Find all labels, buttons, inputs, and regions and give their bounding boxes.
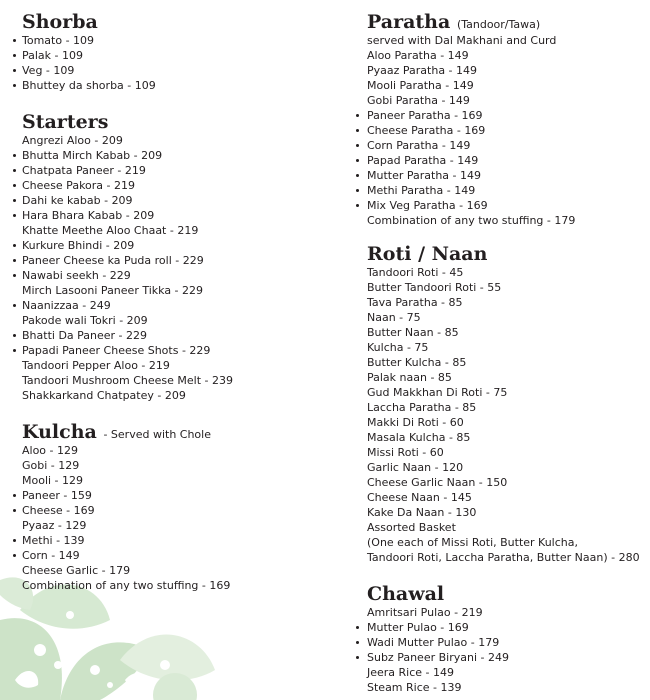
menu-item: Veg - 109 — [0, 63, 330, 78]
kulcha-list — [0, 443, 330, 593]
menu-item: Mutter Pulao - 169 — [355, 620, 650, 635]
roti-naan-title: Roti / Naan — [367, 243, 488, 265]
menu-item: Methi - 139 — [0, 533, 330, 548]
menu-item: Butter Kulcha - 85 — [367, 356, 467, 369]
paratha-note: served with Dal Makhani and Curd — [367, 34, 557, 47]
chawal-section — [355, 583, 650, 695]
menu-item: (One each of Missi Roti, Butter Kulcha, — [367, 536, 578, 549]
menu-item: Corn Paratha - 149 — [355, 138, 650, 153]
menu-item: Gud Makkhan Di Roti - 75 — [367, 386, 508, 399]
starters-section — [0, 111, 330, 403]
menu-item: Laccha Paratha - 85 — [367, 401, 477, 414]
menu-item: Gobi - 129 — [22, 459, 80, 472]
menu-item: Tava Paratha - 85 — [367, 296, 463, 309]
menu-item: Aloo Paratha - 149 — [367, 49, 469, 62]
menu-item: Amritsari Pulao - 219 — [367, 606, 483, 619]
menu-item: Tomato - 109 — [0, 33, 330, 48]
paratha-subtitle: (Tandoor/Tawa) — [456, 18, 541, 31]
menu-item: Jeera Rice - 149 — [367, 666, 455, 679]
menu-item: Khatte Meethe Aloo Chaat - 219 — [22, 224, 199, 237]
menu-item: Cheese Garlic Naan - 150 — [367, 476, 508, 489]
roti-naan-section — [355, 243, 650, 565]
menu-item: Nawabi seekh - 229 — [0, 268, 330, 283]
menu-item: Tandoori Roti, Laccha Paratha, Butter Naan) - 280 — [367, 551, 640, 564]
menu-item: Mooli Paratha - 149 — [367, 79, 474, 92]
menu-item: Paneer Paratha - 169 — [355, 108, 650, 123]
menu-item: Butter Tandoori Roti - 55 — [367, 281, 502, 294]
kulcha-section — [0, 421, 330, 593]
chawal-title: Chawal — [367, 583, 445, 605]
shorba-section — [0, 11, 330, 93]
menu-item: Naan - 75 — [367, 311, 421, 324]
menu-item: Mirch Lasooni Paneer Tikka - 229 — [22, 284, 204, 297]
menu-item: Kake Da Naan - 130 — [367, 506, 477, 519]
menu-item: Bhatti Da Paneer - 229 — [0, 328, 330, 343]
menu-item: Shakkarkand Chatpatey - 209 — [22, 389, 186, 402]
menu-item: Assorted Basket — [367, 521, 456, 534]
menu-item: Paneer - 159 — [0, 488, 330, 503]
menu-item: Cheese Paratha - 169 — [355, 123, 650, 138]
menu-item: Aloo - 129 — [22, 444, 78, 457]
menu-item: Papad Paratha - 149 — [355, 153, 650, 168]
kulcha-title-text: Kulcha — [22, 421, 97, 443]
menu-item: Cheese - 169 — [0, 503, 330, 518]
kulcha-subtitle: - Served with Chole — [103, 428, 211, 441]
menu-item: Makki Di Roti - 60 — [367, 416, 464, 429]
menu-item: Hara Bhara Kabab - 209 — [0, 208, 330, 223]
paratha-section — [355, 11, 650, 228]
menu-item: Naanizzaa - 249 — [0, 298, 330, 313]
menu-item: Cheese Pakora - 219 — [0, 178, 330, 193]
menu-item: Tandoori Pepper Aloo - 219 — [22, 359, 170, 372]
menu-item: Pyaaz - 129 — [22, 519, 87, 532]
menu-item: Cheese Naan - 145 — [367, 491, 472, 504]
menu-item: Cheese Garlic - 179 — [22, 564, 131, 577]
menu-item: Angrezi Aloo - 209 — [22, 134, 123, 147]
menu-item: Combination of any two stuffing - 179 — [367, 214, 576, 227]
paratha-title — [355, 11, 650, 33]
menu-item: Paneer Cheese ka Puda roll - 229 — [0, 253, 330, 268]
menu-item: Corn - 149 — [0, 548, 330, 563]
menu-item: Papadi Paneer Cheese Shots - 229 — [0, 343, 330, 358]
menu-item: Gobi Paratha - 149 — [367, 94, 470, 107]
menu-item: Bhutta Mirch Kabab - 209 — [0, 148, 330, 163]
menu-item: Wadi Mutter Pulao - 179 — [355, 635, 650, 650]
chawal-list — [355, 605, 650, 695]
menu-item: Tandoori Roti - 45 — [367, 266, 464, 279]
menu-item: Combination of any two stuffing - 169 — [22, 579, 231, 592]
roti-naan-list — [355, 265, 650, 565]
menu-item: Chatpata Paneer - 219 — [0, 163, 330, 178]
menu-item: Palak naan - 85 — [367, 371, 452, 384]
menu-item: Masala Kulcha - 85 — [367, 431, 471, 444]
menu-item: Subz Paneer Biryani - 249 — [355, 650, 650, 665]
menu-item: Kurkure Bhindi - 209 — [0, 238, 330, 253]
menu-item: Missi Roti - 60 — [367, 446, 444, 459]
menu-item: Mooli - 129 — [22, 474, 84, 487]
starters-title: Starters — [22, 111, 109, 133]
menu-item: Palak - 109 — [0, 48, 330, 63]
menu-item: Steam Rice - 139 — [367, 681, 462, 694]
menu-item: Pyaaz Paratha - 149 — [367, 64, 478, 77]
shorba-list — [0, 33, 330, 93]
menu-item: Bhuttey da shorba - 109 — [0, 78, 330, 93]
menu-item: Pakode wali Tokri - 209 — [22, 314, 148, 327]
menu-item: Garlic Naan - 120 — [367, 461, 464, 474]
menu-item: Dahi ke kabab - 209 — [0, 193, 330, 208]
menu-item: Methi Paratha - 149 — [355, 183, 650, 198]
paratha-title-text: Paratha — [367, 11, 451, 33]
menu-item: Butter Naan - 85 — [367, 326, 459, 339]
menu-item: Mutter Paratha - 149 — [355, 168, 650, 183]
kulcha-title — [0, 421, 330, 443]
menu-item: Tandoori Mushroom Cheese Melt - 239 — [22, 374, 234, 387]
menu-item: Kulcha - 75 — [367, 341, 429, 354]
shorba-title: Shorba — [22, 11, 98, 33]
paratha-list — [355, 48, 650, 228]
starters-list — [0, 133, 330, 403]
menu-item: Mix Veg Paratha - 169 — [355, 198, 650, 213]
